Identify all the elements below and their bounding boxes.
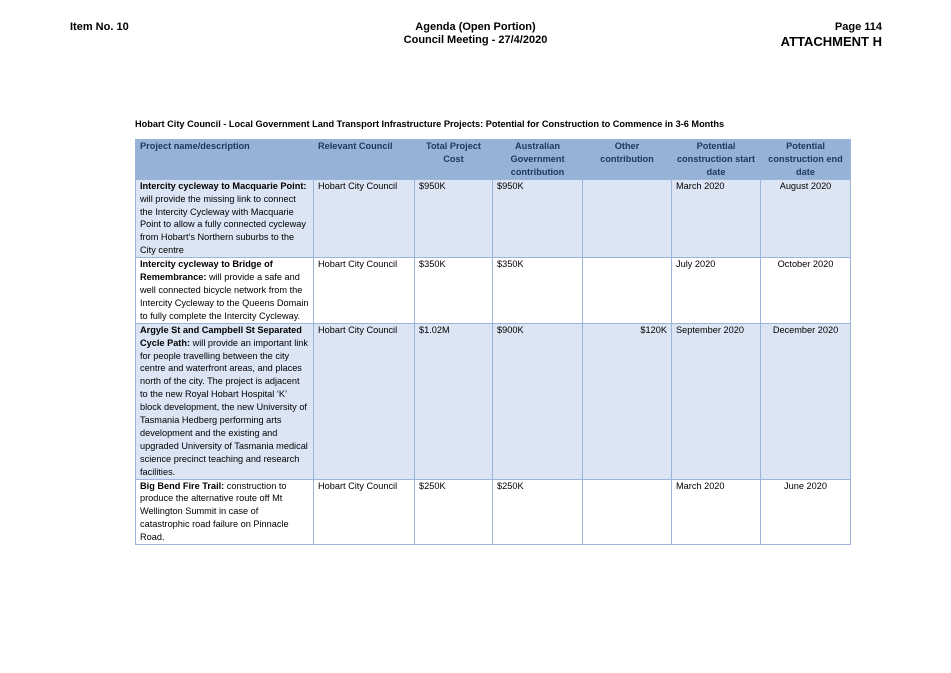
header-aus-gov: Australian Government contribution [493,140,583,180]
table-row [136,323,851,479]
end-cell: June 2020 [761,479,851,545]
header-cost: Total Project Cost [415,140,493,180]
table-row [136,258,851,324]
end-cell: October 2020 [761,258,851,324]
council-cell: Hobart City Council [314,179,415,257]
meeting-label: Council Meeting - 27/4/2020 [403,34,548,46]
project-cell [136,179,314,257]
end-cell: August 2020 [761,179,851,257]
project-cell [136,323,314,479]
other-cell: $120K [583,323,672,479]
header-other: Other contribution [583,140,672,180]
start-cell: March 2020 [672,479,761,545]
start-cell: September 2020 [672,323,761,479]
end-cell: December 2020 [761,323,851,479]
other-cell [583,258,672,324]
project-cell [136,479,314,545]
table-row [136,179,851,257]
header-start: Potential construction start date [672,140,761,180]
council-cell: Hobart City Council [314,258,415,324]
other-cell [583,479,672,545]
project-description: will provide the missing link to connect the Intercity Cycleway with Macquarie Point to allow a fully connected cycleway from Hobart’s Northern suburbs to the City centre [140,193,306,256]
aus-gov-cell: $950K [493,179,583,257]
start-cell: March 2020 [672,179,761,257]
projects-table [135,139,851,545]
item-number: Item No. 10 [70,21,129,33]
start-cell: July 2020 [672,258,761,324]
header-project: Project name/description [136,140,314,180]
council-cell: Hobart City Council [314,479,415,545]
council-cell: Hobart City Council [314,323,415,479]
project-cell [136,258,314,324]
project-name: Big Bend Fire Trail: [140,480,225,491]
cost-cell: $350K [415,258,493,324]
agenda-label: Agenda (Open Portion) [415,21,536,33]
project-description: construction to produce the alternative route off Mt Wellington Summit in case of catastrophic road failure on Pinnacle Road. [140,480,289,543]
cost-cell: $1.02M [415,323,493,479]
cost-cell: $950K [415,179,493,257]
attachment-label: ATTACHMENT H [780,34,882,49]
document-title: Hobart City Council - Local Government Land Transport Infrastructure Projects: Potential for Construction to Commence in 3-6 Months [135,119,725,129]
project-description: will provide an important link for people travelling between the city centre and waterfront areas, and places north of the city. The project is adjacent to the new Royal Hobart Hospital ‘K’ block development, the new University of Tasmania Hedberg performing arts development and the existing and upgraded University of Tasmania medical science precinct teaching and research facilities. [140,337,309,477]
project-description: will provide a safe and well connected bicycle network from the Intercity Cycleway to the Queens Domain to fully complete the Intercity Cycleway. [140,272,309,321]
aus-gov-cell: $900K [493,323,583,479]
table-row [136,479,851,545]
project-name: Argyle St and Campbell St Separated Cycle Path: [140,324,302,348]
aus-gov-cell: $350K [493,258,583,324]
page-header [781,21,882,49]
table-header-row [136,140,851,180]
other-cell [583,179,672,257]
project-name: Intercity cycleway to Bridge of Remembrance: [140,259,273,283]
header-council: Relevant Council [314,140,415,180]
page-number: Page 114 [834,21,882,33]
aus-gov-cell: $250K [493,479,583,545]
project-name: Intercity cycleway to Macquarie Point: [140,180,307,191]
cost-cell: $250K [415,479,493,545]
header-end: Potential construction end date [761,140,851,180]
